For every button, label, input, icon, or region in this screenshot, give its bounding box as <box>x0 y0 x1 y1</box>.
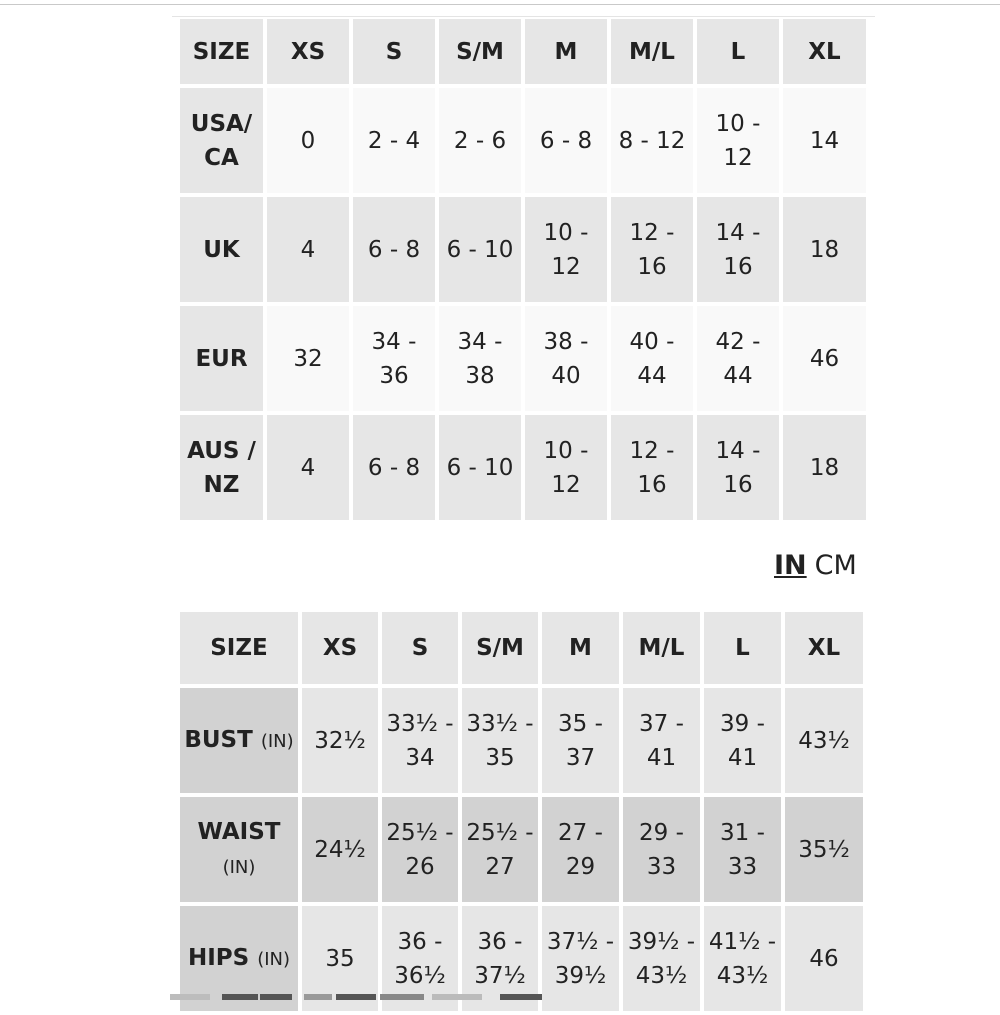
table-cell: 24½ <box>302 797 378 902</box>
header-cell: M/L <box>623 612 700 684</box>
table-cell: 39½ - 43½ <box>623 906 700 1011</box>
row-label: EUR <box>180 306 263 411</box>
table-cell: 14 - 16 <box>697 197 779 302</box>
cropped-content-strip <box>170 994 550 1000</box>
header-cell: S <box>382 612 458 684</box>
table-cell: 36 - 37½ <box>462 906 538 1011</box>
table-cell: 2 - 4 <box>353 88 435 193</box>
table-cell: 18 <box>783 197 866 302</box>
table-cell: 34 - 38 <box>439 306 521 411</box>
header-cell: L <box>697 19 779 84</box>
header-cell: SIZE <box>180 612 298 684</box>
table-cell: 10 - 12 <box>525 415 607 520</box>
row-label: BUST (IN) <box>180 688 298 793</box>
table-cell: 32½ <box>302 688 378 793</box>
measurement-row-waist <box>180 797 863 902</box>
header-cell: XS <box>267 19 349 84</box>
table-cell: 46 <box>785 906 863 1011</box>
header-cell: XL <box>783 19 866 84</box>
table-cell: 33½ - 34 <box>382 688 458 793</box>
header-cell: S <box>353 19 435 84</box>
header-cell: S/M <box>462 612 538 684</box>
table-cell: 38 - 40 <box>525 306 607 411</box>
table-cell: 25½ - 27 <box>462 797 538 902</box>
table-cell: 4 <box>267 415 349 520</box>
row-label: WAIST (IN) <box>180 797 298 902</box>
table-cell: 10 - 12 <box>697 88 779 193</box>
table-cell: 37½ - 39½ <box>542 906 619 1011</box>
table-cell: 32 <box>267 306 349 411</box>
row-label: HIPS (IN) <box>180 906 298 1011</box>
table-cell: 36 - 36½ <box>382 906 458 1011</box>
table-cell: 2 - 6 <box>439 88 521 193</box>
row-label: UK <box>180 197 263 302</box>
header-cell: M/L <box>611 19 693 84</box>
row-label: USA/ CA <box>180 88 263 193</box>
table-cell: 0 <box>267 88 349 193</box>
size-row-usa-ca <box>180 88 866 193</box>
table-cell: 14 - 16 <box>697 415 779 520</box>
size-row-eur <box>180 306 866 411</box>
table-cell: 41½ - 43½ <box>704 906 781 1011</box>
table-cell: 46 <box>783 306 866 411</box>
unit-toggle <box>774 548 857 584</box>
table-cell: 8 - 12 <box>611 88 693 193</box>
table-cell: 6 - 8 <box>525 88 607 193</box>
table-cell: 12 - 16 <box>611 197 693 302</box>
header-cell: M <box>525 19 607 84</box>
size-row-uk <box>180 197 866 302</box>
header-cell: M <box>542 612 619 684</box>
table-cell: 42 - 44 <box>697 306 779 411</box>
table-cell: 34 - 36 <box>353 306 435 411</box>
size-conversion-table <box>176 15 870 524</box>
table-cell: 10 - 12 <box>525 197 607 302</box>
top-divider <box>0 4 1000 5</box>
table-cell: 4 <box>267 197 349 302</box>
row-label: AUS / NZ <box>180 415 263 520</box>
measurement-header-row <box>180 612 863 684</box>
header-cell: L <box>704 612 781 684</box>
table-cell: 33½ - 35 <box>462 688 538 793</box>
table-cell: 14 <box>783 88 866 193</box>
size-row-aus-nz <box>180 415 866 520</box>
table-cell: 31 - 33 <box>704 797 781 902</box>
header-cell: XL <box>785 612 863 684</box>
table-cell: 6 - 10 <box>439 197 521 302</box>
unit-centimeters-toggle[interactable]: CM <box>814 550 857 581</box>
table-cell: 35 <box>302 906 378 1011</box>
table-cell: 18 <box>783 415 866 520</box>
table-cell: 12 - 16 <box>611 415 693 520</box>
table-cell: 35 - 37 <box>542 688 619 793</box>
header-cell: S/M <box>439 19 521 84</box>
unit-inches-toggle[interactable]: IN <box>774 550 807 581</box>
table-cell: 6 - 8 <box>353 415 435 520</box>
header-cell: SIZE <box>180 19 263 84</box>
table-cell: 43½ <box>785 688 863 793</box>
measurement-table <box>176 608 867 1015</box>
table-cell: 25½ - 26 <box>382 797 458 902</box>
table-cell: 39 - 41 <box>704 688 781 793</box>
table-cell: 6 - 8 <box>353 197 435 302</box>
measurement-row-bust <box>180 688 863 793</box>
size-header-row <box>180 19 866 84</box>
table-cell: 29 - 33 <box>623 797 700 902</box>
table-cell: 37 - 41 <box>623 688 700 793</box>
table-cell: 40 - 44 <box>611 306 693 411</box>
table-cell: 27 - 29 <box>542 797 619 902</box>
table-cell: 35½ <box>785 797 863 902</box>
header-cell: XS <box>302 612 378 684</box>
table-cell: 6 - 10 <box>439 415 521 520</box>
